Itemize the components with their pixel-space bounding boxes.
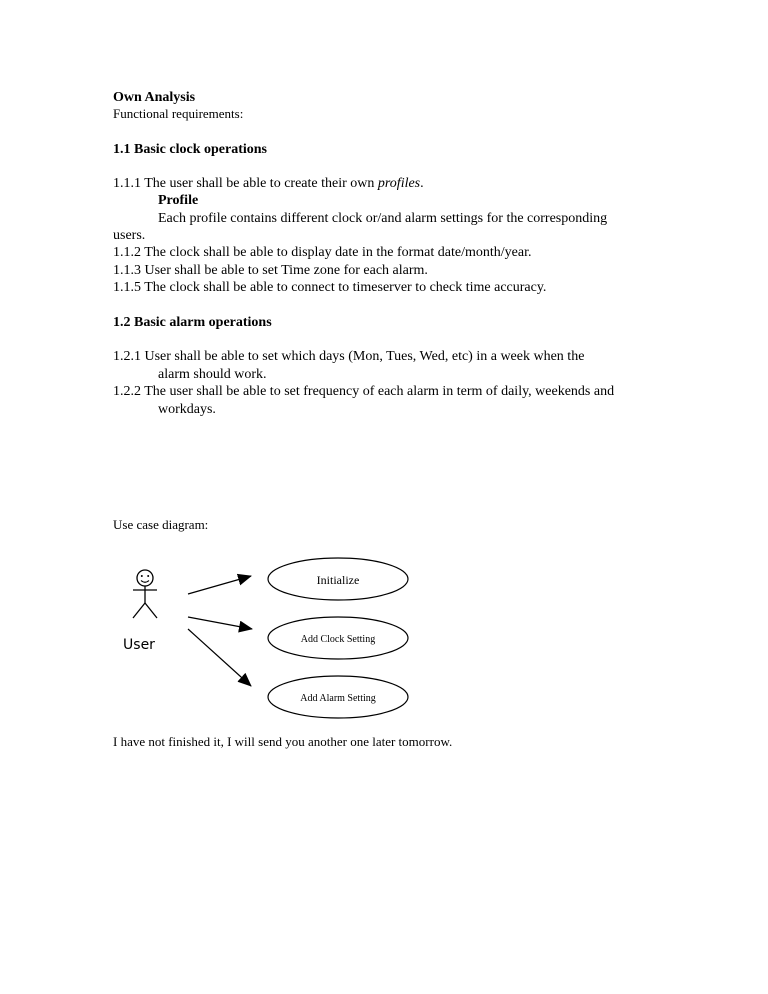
document-subtitle: Functional requirements: [113, 106, 244, 121]
profile-definition-line1: Each profile contains different clock or/and alarm settings for the corresponding [158, 211, 608, 226]
requirement-1-2-2-line2: workdays. [158, 402, 216, 417]
requirement-1-2-1-line1: 1.2.1 User shall be able to set which days (Mon, Tues, Wed, etc) in a week when the [113, 349, 585, 364]
association-arrow-initialize [188, 576, 251, 594]
section-heading-clock: 1.1 Basic clock operations [113, 142, 267, 157]
profile-term: Profile [158, 193, 199, 208]
actor-label: User [123, 637, 155, 653]
profile-definition-line2: users. [113, 228, 146, 243]
use-case-add-clock-setting-label: Add Clock Setting [300, 634, 376, 645]
requirement-1-1-1-italic: profiles [377, 176, 421, 191]
use-case-diagram [110, 555, 420, 730]
closing-note: I have not finished it, I will send you another one later tomorrow. [113, 734, 453, 749]
use-case-diagram-label: Use case diagram: [113, 517, 209, 532]
requirement-1-1-3: 1.1.3 User shall be able to set Time zone for each alarm. [113, 263, 428, 278]
requirement-1-1-1 [113, 175, 424, 192]
requirement-1-2-2-line1: 1.2.2 The user shall be able to set frequency of each alarm in term of daily, weekends and [113, 384, 615, 399]
use-case-add-alarm-setting-label: Add Alarm Setting [300, 693, 376, 704]
association-arrow-alarm [188, 629, 251, 686]
requirement-1-1-1-suffix: . [420, 176, 424, 191]
association-arrow-clock [188, 617, 252, 629]
section-heading-alarm: 1.2 Basic alarm operations [113, 315, 272, 330]
requirement-1-1-2: 1.1.2 The clock shall be able to display date in the format date/month/year. [113, 245, 532, 260]
user-actor-icon [133, 570, 157, 618]
use-case-initialize-label: Initialize [316, 573, 360, 587]
requirement-1-1-1-text: 1.1.1 The user shall be able to create their own [113, 176, 378, 191]
requirement-1-2-1-line2: alarm should work. [158, 367, 267, 382]
requirement-1-1-5: 1.1.5 The clock shall be able to connect to timeserver to check time accuracy. [113, 280, 547, 295]
document-title: Own Analysis [113, 90, 196, 105]
